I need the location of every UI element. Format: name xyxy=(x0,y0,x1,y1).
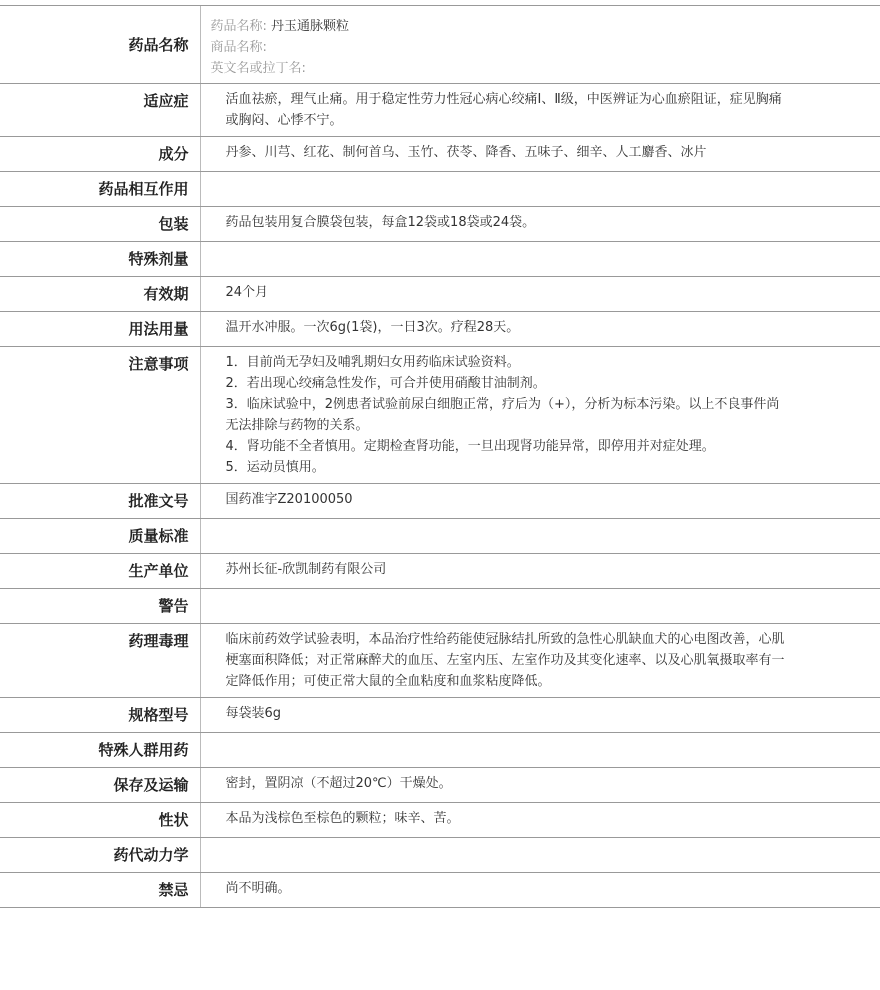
label-manufacturer: 生产单位 xyxy=(0,554,200,589)
value-special-dosage xyxy=(200,242,880,277)
label-usage: 用法用量 xyxy=(0,312,200,347)
precaution-item: 4．肾功能不全者慎用。定期检查肾功能，一旦出现肾功能异常，即停用并对症处理。 xyxy=(225,439,715,454)
value-appearance: 本品为浅棕色至棕色的颗粒；味辛、苦。 xyxy=(200,803,880,838)
label-specification: 规格型号 xyxy=(0,698,200,733)
trade-name-label: 商品名称: xyxy=(210,40,267,55)
label-approval: 批准文号 xyxy=(0,484,200,519)
row-packaging xyxy=(0,207,880,242)
value-packaging: 药品包装用复合膜袋包装，每盒12袋或18袋或24袋。 xyxy=(200,207,880,242)
value-indication: 活血祛瘀，理气止痛。用于稳定性劳力性冠心病心绞痛Ⅰ、Ⅱ级，中医辨证为心血瘀阻证，症见胸痛或胸闷、心悸不宁。 xyxy=(200,84,880,137)
label-appearance: 性状 xyxy=(0,803,200,838)
value-pharmacokinetics xyxy=(200,838,880,873)
row-drug-name xyxy=(0,6,880,84)
value-drug-name xyxy=(200,6,880,84)
value-usage: 温开水冲服。一次6g(1袋)，一日3次。疗程28天。 xyxy=(200,312,880,347)
row-contraindications xyxy=(0,873,880,908)
row-interactions xyxy=(0,172,880,207)
row-shelf-life xyxy=(0,277,880,312)
label-special-dosage: 特殊剂量 xyxy=(0,242,200,277)
value-warning xyxy=(200,589,880,624)
precaution-item: 5．运动员慎用。 xyxy=(225,460,325,475)
row-pharmacokinetics xyxy=(0,838,880,873)
label-warning: 警告 xyxy=(0,589,200,624)
row-pharmacology xyxy=(0,624,880,698)
generic-name-line xyxy=(211,16,791,37)
precaution-item: 2．若出现心绞痛急性发作，可合并使用硝酸甘油制剂。 xyxy=(225,376,546,391)
generic-name-value: 丹玉通脉颗粒 xyxy=(271,19,350,34)
value-special-population xyxy=(200,733,880,768)
label-special-population: 特殊人群用药 xyxy=(0,733,200,768)
row-usage xyxy=(0,312,880,347)
value-storage: 密封，置阴凉（不超过20℃）干燥处。 xyxy=(200,768,880,803)
row-special-population xyxy=(0,733,880,768)
english-name-line xyxy=(211,58,791,79)
precaution-item: 3．临床试验中，2例患者试验前尿白细胞正常，疗后为（+），分析为标本污染。以上不良事件尚无法排除与药物的关系。 xyxy=(225,397,780,433)
label-indication: 适应症 xyxy=(0,84,200,137)
label-quality-standard: 质量标准 xyxy=(0,519,200,554)
row-approval xyxy=(0,484,880,519)
row-precautions xyxy=(0,347,880,484)
value-precautions xyxy=(200,347,880,484)
label-ingredients: 成分 xyxy=(0,137,200,172)
english-name-label: 英文名或拉丁名: xyxy=(210,61,306,76)
value-interactions xyxy=(200,172,880,207)
precaution-item: 1．目前尚无孕妇及哺乳期妇女用药临床试验资料。 xyxy=(225,355,520,370)
generic-name-label: 药品名称: xyxy=(210,19,267,34)
trade-name-line xyxy=(211,37,791,58)
row-specification xyxy=(0,698,880,733)
row-quality-standard xyxy=(0,519,880,554)
row-appearance xyxy=(0,803,880,838)
label-drug-name: 药品名称 xyxy=(0,6,200,84)
value-pharmacology: 临床前药效学试验表明，本品治疗性给药能使冠脉结扎所致的急性心肌缺血犬的心电图改善，心肌梗塞面积降低；对正常麻醉犬的血压、左室内压、左室作功及其变化速率、以及心肌氧摄取率有一定降低作用；可使正常大鼠的全血粘度和血浆粘度降低。 xyxy=(200,624,880,698)
row-special-dosage xyxy=(0,242,880,277)
row-indication xyxy=(0,84,880,137)
value-ingredients: 丹参、川芎、红花、制何首乌、玉竹、茯苓、降香、五味子、细辛、人工麝香、冰片 xyxy=(200,137,880,172)
label-pharmacokinetics: 药代动力学 xyxy=(0,838,200,873)
row-storage xyxy=(0,768,880,803)
value-manufacturer: 苏州长征-欣凯制药有限公司 xyxy=(200,554,880,589)
label-contraindications: 禁忌 xyxy=(0,873,200,908)
label-shelf-life: 有效期 xyxy=(0,277,200,312)
label-packaging: 包装 xyxy=(0,207,200,242)
value-approval: 国药准字Z20100050 xyxy=(200,484,880,519)
value-shelf-life: 24个月 xyxy=(200,277,880,312)
value-specification: 每袋装6g xyxy=(200,698,880,733)
drug-info-table xyxy=(0,6,880,908)
label-pharmacology: 药理毒理 xyxy=(0,624,200,698)
value-contraindications: 尚不明确。 xyxy=(200,873,880,908)
row-warning xyxy=(0,589,880,624)
label-interactions: 药品相互作用 xyxy=(0,172,200,207)
row-manufacturer xyxy=(0,554,880,589)
label-storage: 保存及运输 xyxy=(0,768,200,803)
row-ingredients xyxy=(0,137,880,172)
label-precautions: 注意事项 xyxy=(0,347,200,484)
value-quality-standard xyxy=(200,519,880,554)
